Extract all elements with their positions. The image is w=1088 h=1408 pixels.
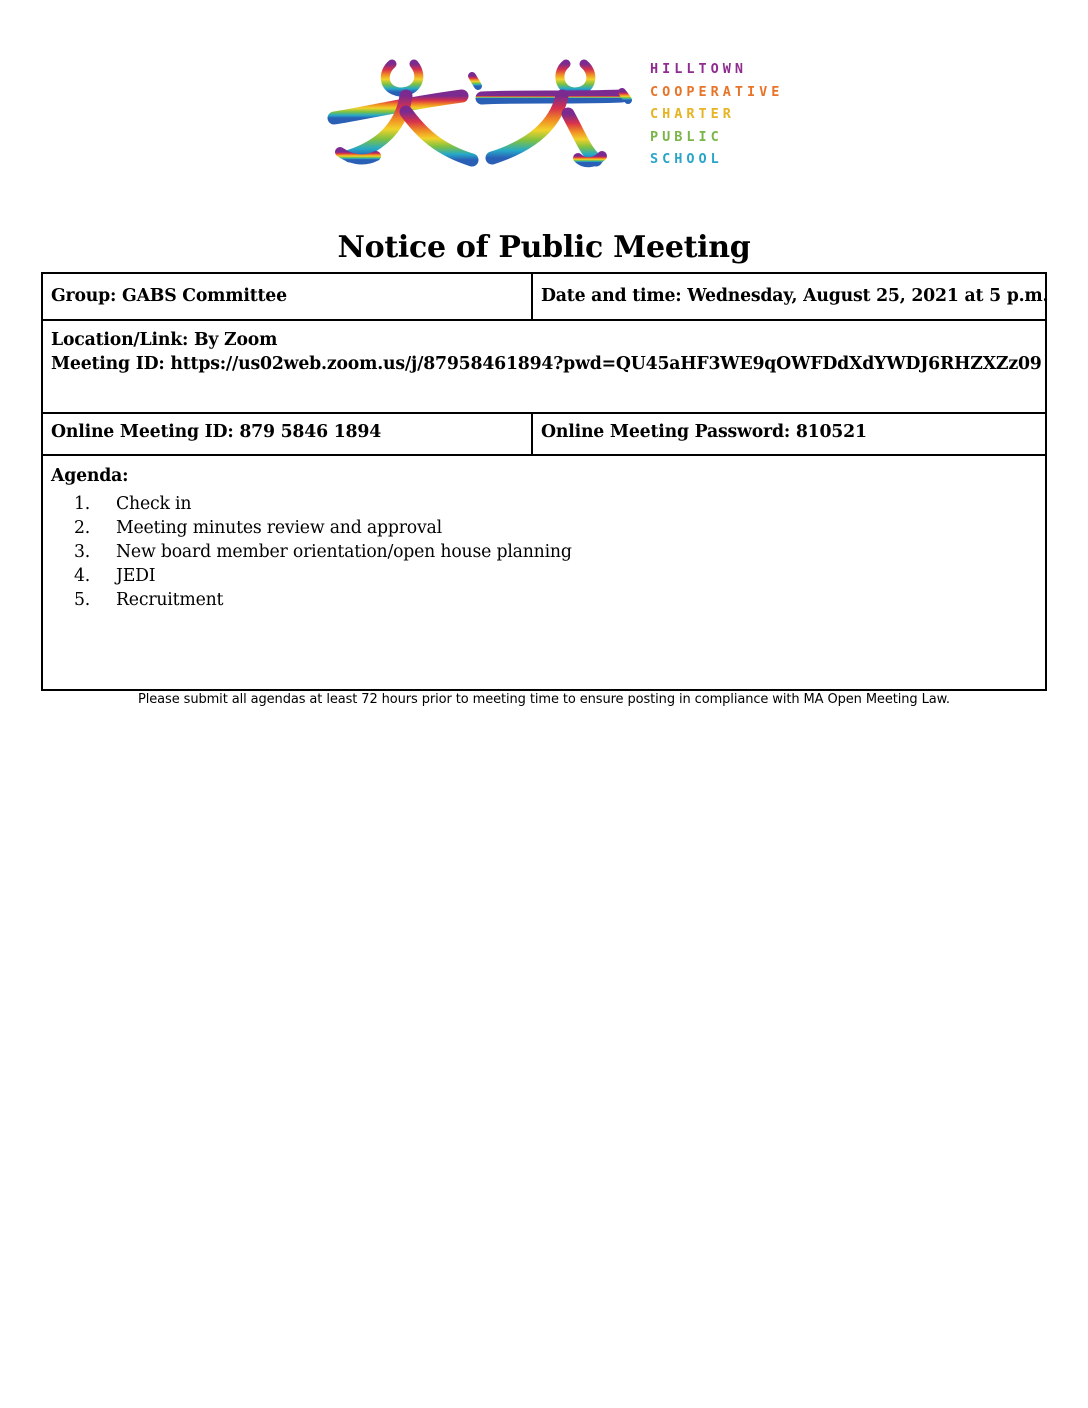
table-divider [531, 274, 533, 319]
school-name-line-5: SCHOOL [650, 151, 723, 167]
footnote: Please submit all agendas at least 72 hours prior to meeting time to ensure posting in compliance with MA Open Meeting Law. [138, 692, 950, 707]
group-field: Group: GABS Committee [51, 286, 287, 306]
agenda-item-number: 2. [74, 518, 91, 538]
table-divider [43, 412, 1045, 414]
school-name-wordmark [650, 58, 790, 171]
agenda-item [52, 588, 572, 612]
agenda-item [52, 516, 572, 540]
online-meeting-password-field: Online Meeting Password: 810521 [541, 422, 867, 442]
meeting-link[interactable]: Meeting ID: https://us02web.zoom.us/j/87958461894?pwd=QU45aHF3WE9qOWFDdXdYWDJ6RHZXZz09 [51, 354, 1042, 374]
agenda-item [52, 540, 572, 564]
agenda-item-number: 1. [74, 494, 91, 514]
agenda-item [52, 564, 572, 588]
agenda-label: Agenda: [51, 466, 129, 486]
school-name-line-3: CHARTER [650, 106, 735, 122]
agenda-item-text: JEDI [116, 566, 156, 586]
school-name-line-2: COOPERATIVE [650, 83, 784, 100]
date-time-field: Date and time: Wednesday, August 25, 2021 at 5 p.m. [541, 286, 1049, 306]
table-divider [43, 319, 1045, 321]
agenda-item-text: Recruitment [116, 590, 224, 610]
agenda-item-text: Meeting minutes review and approval [116, 518, 442, 538]
agenda-item-number: 5. [74, 590, 91, 610]
table-divider [43, 454, 1045, 456]
agenda-item [52, 492, 572, 516]
agenda-item-number: 4. [74, 566, 91, 586]
page-title: Notice of Public Meeting [337, 230, 751, 265]
agenda-list [52, 492, 572, 612]
location-field: Location/Link: By Zoom [51, 330, 278, 350]
meeting-info-table [41, 272, 1047, 691]
school-logo [322, 52, 792, 182]
school-name-line-4: PUBLIC [650, 128, 723, 145]
logo-figures-graphic [322, 52, 632, 182]
school-name-line-1: HILLTOWN [650, 61, 748, 77]
table-divider [531, 412, 533, 454]
online-meeting-id-field: Online Meeting ID: 879 5846 1894 [51, 422, 382, 442]
agenda-item-text: New board member orientation/open house planning [116, 542, 572, 562]
agenda-item-number: 3. [74, 542, 91, 562]
agenda-item-text: Check in [116, 494, 192, 514]
